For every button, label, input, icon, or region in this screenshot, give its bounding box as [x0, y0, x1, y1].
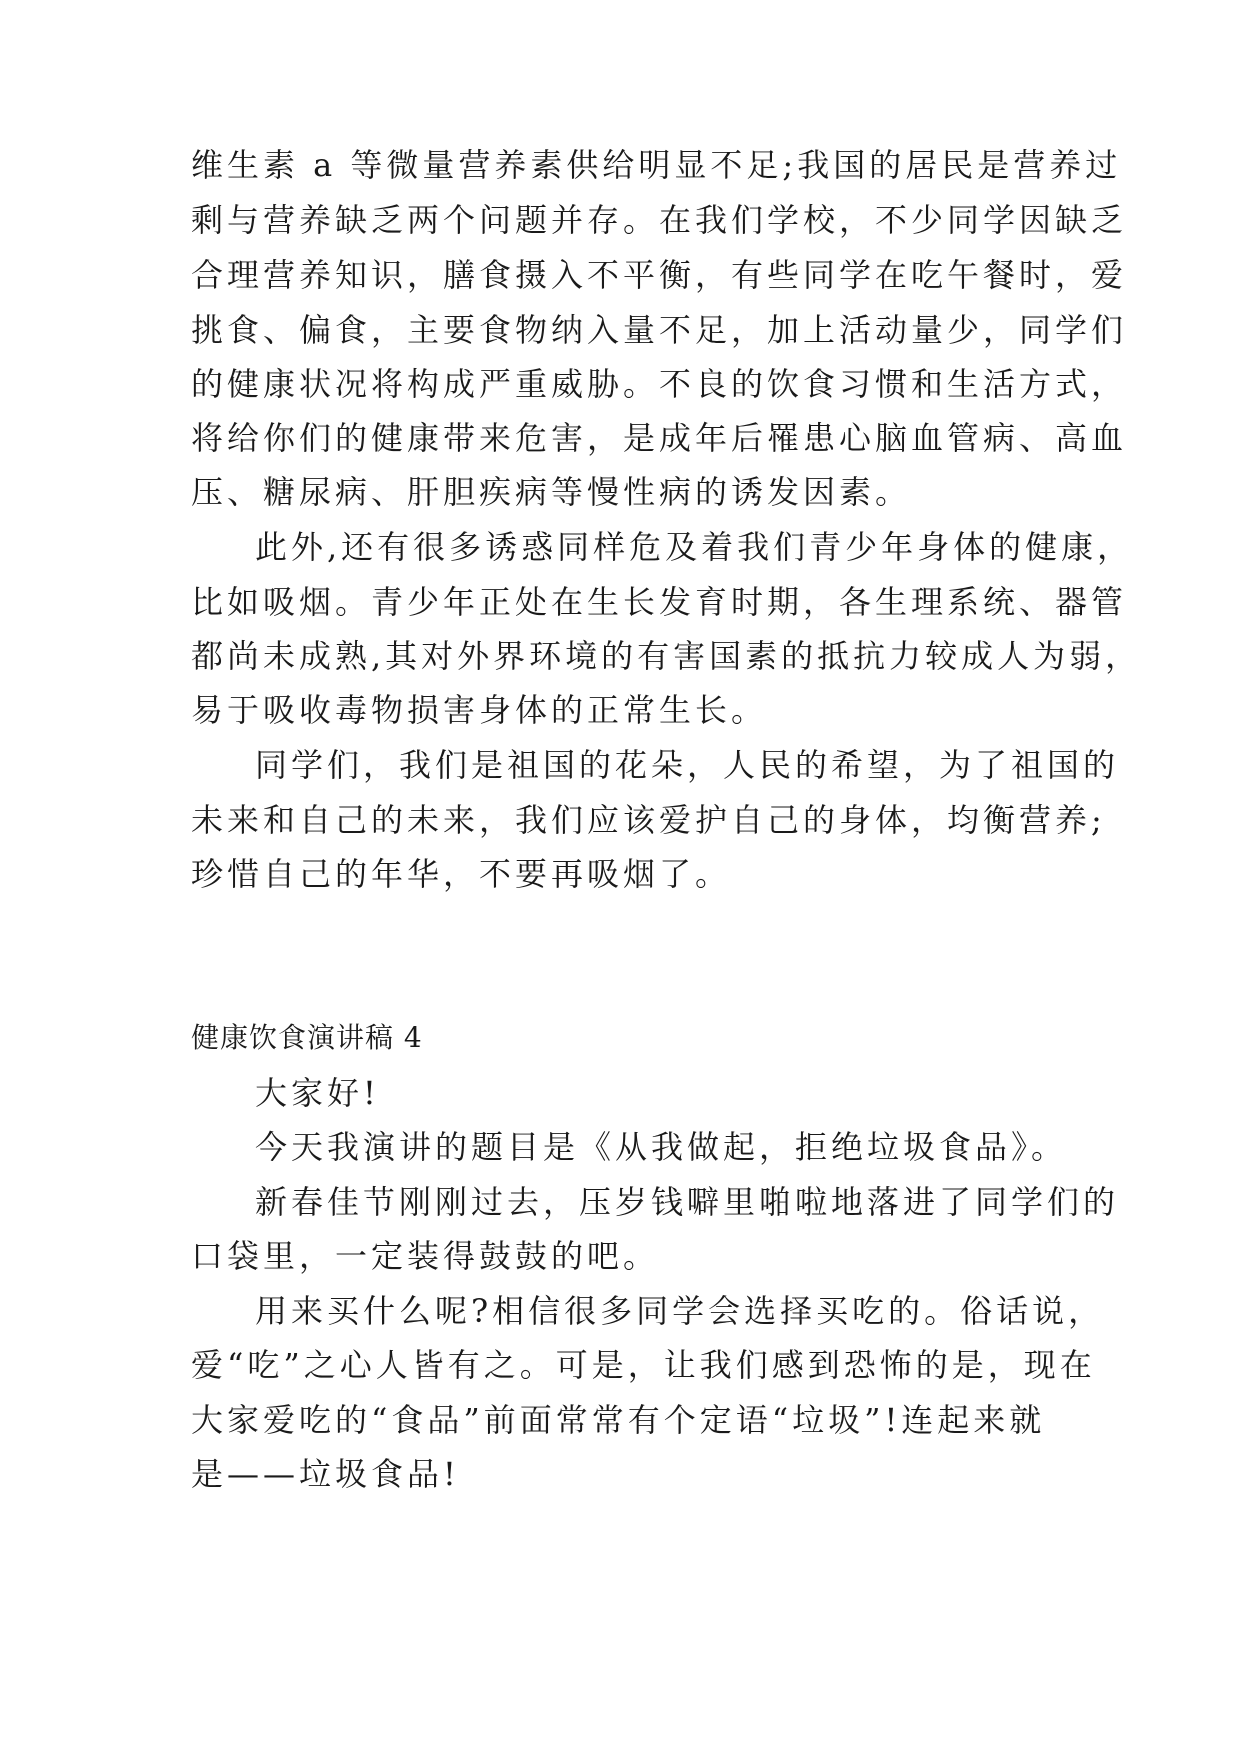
- paragraph-4-line-1: 今天我演讲的题目是《从我做起，拒绝垃圾食品》。: [255, 1128, 1068, 1166]
- paragraph-1-line-5: 的健康状况将构成严重威胁。不良的饮食习惯和生活方式，: [191, 365, 1128, 403]
- paragraph-6-line-1: 用来买什么呢?相信很多同学会选择买吃的。俗话说，: [255, 1292, 1105, 1330]
- paragraph-1-line-4: 挑食、偏食，主要食物纳入量不足，加上活动量少，同学们: [191, 311, 1128, 349]
- paragraph-3-line-2: 未来和自己的未来，我们应该爱护自己的身体，均衡营养;: [191, 801, 1106, 839]
- paragraph-6-line-2: 爱“吃”之心人皆有之。可是，让我们感到恐怖的是，现在: [191, 1346, 1096, 1384]
- paragraph-3-line-1: 同学们，我们是祖国的花朵，人民的希望，为了祖国的: [255, 746, 1120, 784]
- paragraph-2-line-3: 都尚未成熟,其对外界环境的有害国素的抵抗力较成人为弱，: [191, 637, 1142, 675]
- paragraph-5-line-2: 口袋里，一定装得鼓鼓的吧。: [191, 1237, 660, 1275]
- paragraph-6-line-3: 大家爱吃的“食品”前面常常有个定语“垃圾”!连起来就: [191, 1401, 1046, 1439]
- paragraph-1-line-7: 压、糖尿病、肝胆疾病等慢性病的诱发因素。: [191, 473, 912, 511]
- paragraph-1-line-6: 将给你们的健康带来危害，是成年后罹患心脑血管病、高血: [191, 419, 1128, 457]
- paragraph-2-line-4: 易于吸收毒物损害身体的正常生长。: [191, 691, 768, 729]
- greeting: 大家好!: [255, 1074, 380, 1112]
- paragraph-6-line-4: 是——垃圾食品!: [191, 1455, 460, 1493]
- paragraph-2-line-2: 比如吸烟。青少年正处在生长发育时期，各生理系统、器管: [191, 583, 1128, 621]
- paragraph-2-line-1: 此外,还有很多诱惑同样危及着我们青少年身体的健康，: [255, 528, 1134, 566]
- paragraph-5-line-1: 新春佳节刚刚过去，压岁钱噼里啪啦地落进了同学们的: [255, 1183, 1120, 1221]
- paragraph-1-line-1: 维生素 a 等微量营养素供给明显不足;我国的居民是营养过: [191, 146, 1122, 184]
- section-title: 健康饮食演讲稿 4: [191, 1021, 423, 1054]
- paragraph-1-line-3: 合理营养知识，膳食摄入不平衡，有些同学在吃午餐时，爱: [191, 256, 1128, 294]
- paragraph-1-line-2: 剩与营养缺乏两个问题并存。在我们学校，不少同学因缺乏: [191, 201, 1128, 239]
- paragraph-3-line-3: 珍惜自己的年华，不要再吸烟了。: [191, 855, 732, 893]
